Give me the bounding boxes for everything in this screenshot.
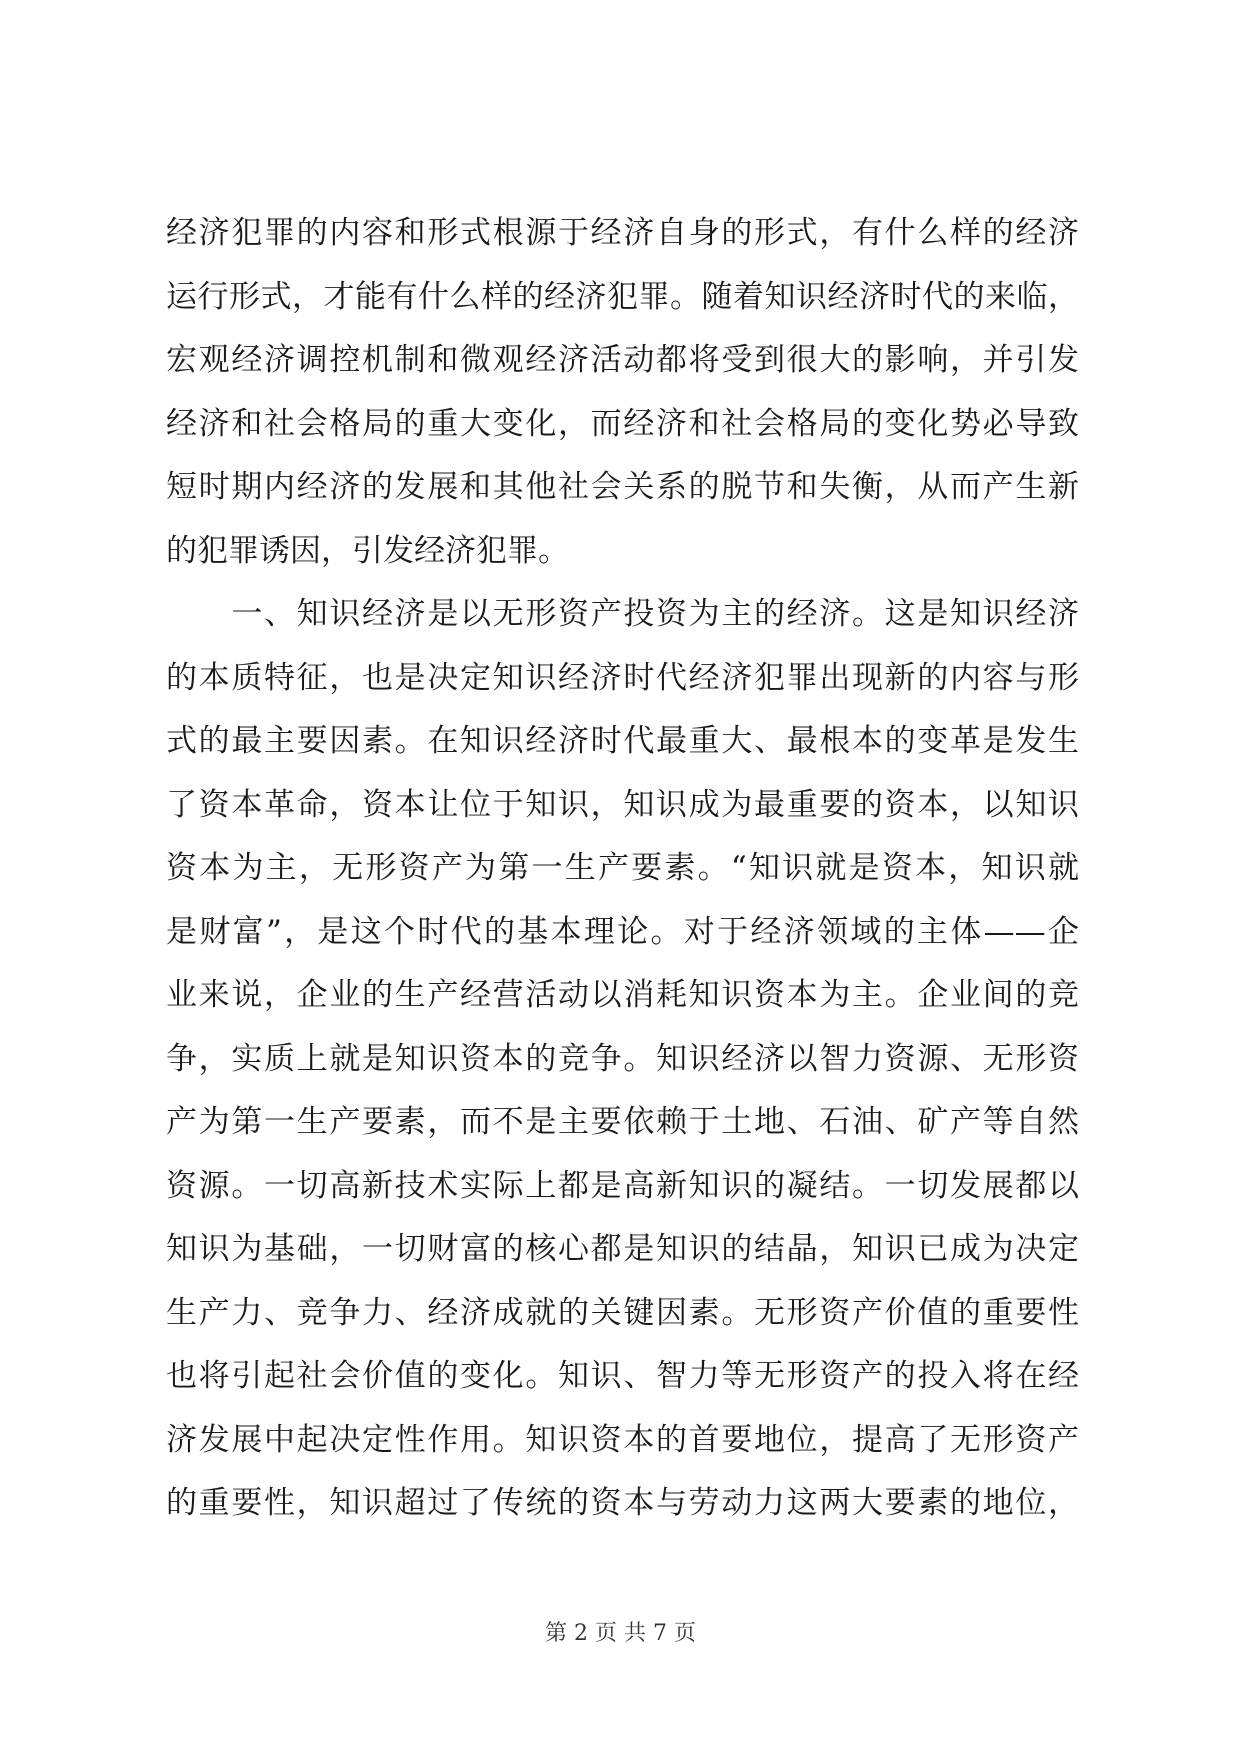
text-line: 的重要性，知识超过了传统的资本与劳动力这两大要素的地位， [166,1485,1079,1521]
text-line: 争，实质上就是知识资本的竞争。知识经济以智力资源、无形资 [166,1040,1079,1077]
text-line: 经济犯罪的内容和形式根源于经济自身的形式，有什么样的经济 [166,215,1079,251]
page-footer: 第 2 页 共 7 页 [545,1621,696,1646]
text-line: 资本为主，无形资产为第一生产要素。“知识就是资本，知识就 [166,850,1079,886]
text-line: 也将引起社会价值的变化。知识、智力等无形资产的投入将在经 [166,1358,1079,1394]
text-line: 的本质特征，也是决定知识经济时代经济犯罪出现新的内容与形 [166,659,1079,696]
text-line: 生产力、竞争力、经济成就的关键因素。无形资产价值的重要性 [166,1294,1079,1331]
text-line: 的犯罪诱因，引发经济犯罪。 [166,532,569,569]
paragraph-2 [166,583,1079,1536]
text-line: 一、知识经济是以无形资产投资为主的经济。这是知识经济 [166,596,1079,632]
text-line: 式的最主要因素。在知识经济时代最重大、最根本的变革是发生 [166,723,1079,759]
text-line: 宏观经济调控机制和微观经济活动都将受到很大的影响，并引发 [166,342,1079,378]
text-line: 运行形式，才能有什么样的经济犯罪。随着知识经济时代的来临， [166,278,1079,315]
text-line: 产为第一生产要素，而不是主要依赖于土地、石油、矿产等自然 [166,1104,1079,1140]
text-line: 是财富”，是这个时代的基本理论。对于经济领域的主体——企 [166,913,1079,950]
text-line: 业来说，企业的生产经营活动以消耗知识资本为主。企业间的竞 [166,977,1079,1013]
text-line: 济发展中起决定性作用。知识资本的首要地位，提高了无形资产 [166,1421,1079,1458]
text-line: 短时期内经济的发展和其他社会关系的脱节和失衡，从而产生新 [166,469,1079,505]
text-line: 资源。一切高新技术实际上都是高新知识的凝结。一切发展都以 [166,1167,1079,1204]
text-line: 了资本革命，资本让位于知识，知识成为最重要的资本，以知识 [166,786,1079,823]
text-line: 经济和社会格局的重大变化，而经济和社会格局的变化势必导致 [166,405,1079,442]
document-body [166,202,1079,1536]
text-line: 知识为基础，一切财富的核心都是知识的结晶，知识已成为决定 [166,1231,1079,1267]
paragraph-1 [166,202,1079,583]
